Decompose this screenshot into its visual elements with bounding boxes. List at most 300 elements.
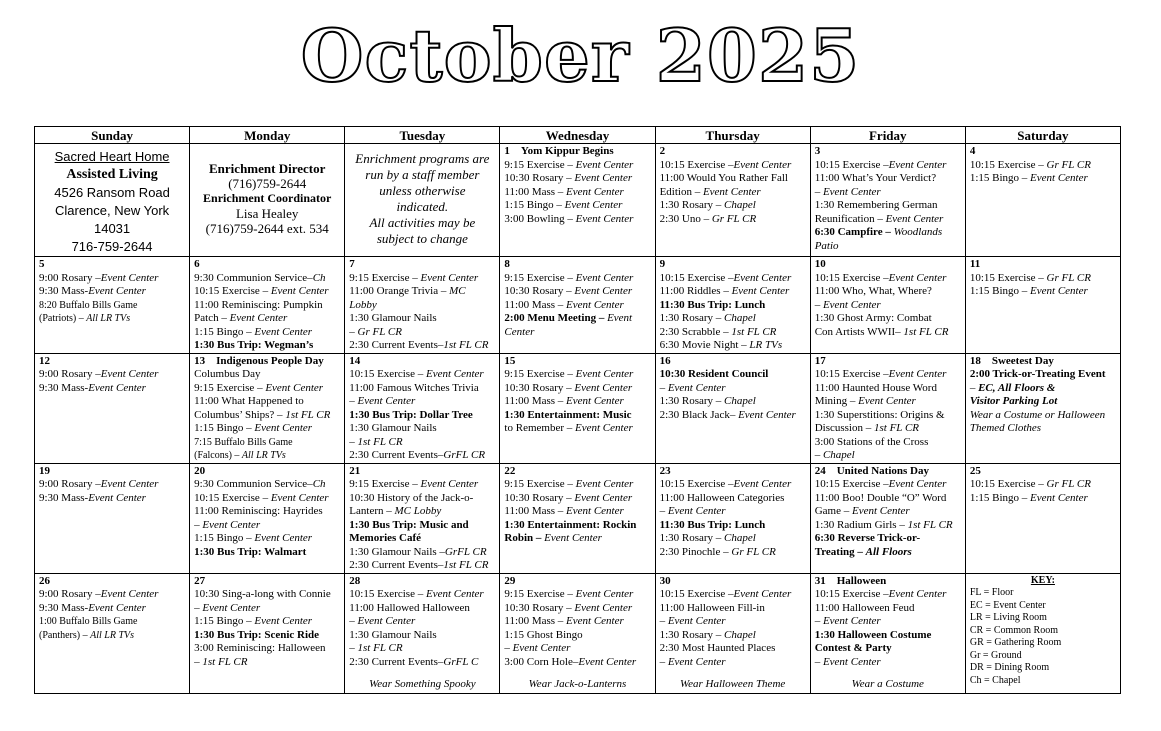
day-header — [815, 258, 961, 272]
legend-key-title: KEY: — [1030, 574, 1055, 586]
activity-line — [504, 213, 650, 227]
activity-line — [349, 312, 495, 326]
activity-location: Event Center — [100, 588, 159, 600]
day-cell-content — [660, 575, 806, 693]
activity-location: Event Center — [578, 655, 637, 668]
activity-location: Event Center — [733, 478, 792, 490]
activity-text: 9:30 Mass- — [39, 381, 89, 394]
activity-location: Event Center — [858, 395, 916, 407]
activity-line — [194, 326, 340, 340]
activity-text: 9:00 Rosary – — [39, 478, 101, 490]
activity-text: 11:00 Haunted House Word — [814, 381, 937, 394]
day-number: 14 — [349, 354, 361, 367]
activity-location: Event Center — [420, 271, 479, 284]
activity-line — [660, 285, 806, 299]
activity-text: 9:15 Exercise – — [349, 478, 421, 490]
activity-text: 6:30 Movie Night – — [659, 339, 750, 351]
day-cell — [190, 463, 345, 573]
activity-line — [194, 478, 340, 492]
day-header — [504, 145, 650, 159]
activity-line — [194, 629, 340, 643]
activity-text: 11:00 Mass – — [504, 505, 567, 517]
day-cell — [965, 257, 1120, 354]
activity-location: Gr FL CR — [1046, 158, 1091, 171]
dress-theme-note: Wear Something Spooky — [369, 678, 476, 690]
day-number: 12 — [39, 354, 50, 367]
day-cell — [965, 144, 1120, 257]
activity-line — [815, 656, 961, 670]
coordinator-phone: (716)759-2644 ext. 534 — [205, 221, 329, 236]
facility-zip: 14031 — [93, 221, 131, 236]
activity-text: 11:00 Halloween Categories — [659, 491, 785, 504]
activity-line — [504, 326, 650, 340]
day-header — [970, 355, 1116, 369]
day-header — [815, 465, 961, 479]
activity-line — [660, 382, 806, 396]
activity-text: 1:30 Bus Trip: Dollar Tree — [349, 408, 473, 421]
day-number: 27 — [194, 574, 206, 587]
activity-text: 2:30 Current Events– — [349, 339, 444, 351]
activity-location: Event Center — [738, 408, 796, 421]
activity-text: – — [814, 449, 823, 461]
notice-line: subject to change — [376, 231, 468, 246]
activity-line — [504, 382, 650, 396]
activity-text: – — [659, 615, 668, 627]
activity-location: Ch — [312, 478, 326, 490]
activity-text: (Panthers) – — [39, 629, 91, 641]
activity-location: GrFL CR — [444, 545, 487, 558]
activity-text: – — [814, 615, 823, 627]
day-cell — [655, 463, 810, 573]
day-number: 28 — [349, 574, 361, 587]
day-cell-content — [39, 258, 185, 353]
weekday-monday: Monday — [190, 127, 345, 144]
activity-line — [504, 478, 650, 492]
weekday-sunday: Sunday — [35, 127, 190, 144]
day-cell-content — [39, 465, 185, 573]
activity-line — [349, 449, 495, 463]
day-number: 23 — [659, 464, 671, 477]
activity-line — [815, 272, 961, 286]
activity-line — [194, 656, 340, 670]
day-header — [349, 465, 495, 479]
weekday-tuesday: Tuesday — [345, 127, 500, 144]
activity-text: 1:15 Ghost Bingo — [504, 628, 583, 641]
activity-location: 1st FL CR — [443, 559, 489, 571]
activity-text: 10:30 Rosary – — [504, 381, 575, 394]
activity-line — [815, 449, 961, 463]
activity-line — [349, 339, 495, 353]
activity-text: 3:00 Corn Hole– — [504, 655, 579, 668]
activity-text: 2:30 Current Events– — [349, 449, 444, 461]
activity-text: 1:30 Bus Trip: Scenic Ride — [194, 628, 320, 641]
activity-text: 10:15 Exercise – — [814, 588, 889, 600]
activity-location: Themed Clothes — [969, 422, 1042, 434]
activity-location: Event Center — [667, 505, 726, 517]
activity-text: 1:30 Glamour Nails — [349, 422, 437, 434]
activity-line — [815, 395, 961, 409]
activity-text: 1:30 Rosary – — [659, 395, 725, 407]
activity-text: 10:15 Exercise – — [659, 478, 734, 490]
activity-location: Event Center — [1030, 285, 1088, 297]
activity-location: Event Center — [888, 368, 947, 380]
activity-location: Event Center — [357, 615, 416, 627]
activity-line — [815, 615, 961, 629]
activity-line — [970, 285, 1116, 299]
activity-location: GrFL CR — [443, 449, 486, 461]
day-cell-content — [194, 575, 340, 693]
activity-line — [970, 478, 1116, 492]
activity-text: 6:30 Campfire – — [814, 226, 894, 238]
activity-line — [504, 272, 650, 286]
activity-location: Woodlands — [893, 226, 943, 238]
activity-line — [504, 602, 650, 616]
day-cell — [190, 257, 345, 354]
activity-line — [815, 186, 961, 200]
activity-location: Event Center — [733, 588, 792, 600]
activity-line — [194, 602, 340, 616]
activity-line — [39, 299, 185, 313]
day-header — [349, 575, 495, 589]
activity-text: 10:15 Exercise – — [814, 478, 889, 490]
day-number: 20 — [194, 464, 206, 477]
day-cell — [965, 463, 1120, 573]
activity-text: – — [659, 381, 668, 394]
activity-text: 1:15 Bingo – — [504, 199, 565, 211]
day-header — [349, 355, 495, 369]
activity-location: Event Center — [575, 422, 633, 434]
activity-text: 11:00 Who, What, Where? — [814, 285, 932, 297]
activity-line — [815, 629, 961, 643]
enrichment-contacts-cell — [190, 144, 345, 257]
day-header — [194, 465, 340, 479]
activity-text: 10:15 Exercise – — [969, 158, 1047, 171]
day-number: 3 — [814, 145, 821, 157]
day-cell — [345, 257, 500, 354]
day-number: 8 — [504, 258, 510, 270]
activity-line — [194, 615, 340, 629]
activity-location: Event Center — [566, 298, 624, 311]
activity-text: 9:15 Exercise – — [349, 271, 421, 284]
activity-line — [660, 272, 806, 286]
holiday-label: Indigenous People Day — [216, 354, 324, 367]
activity-line — [970, 382, 1116, 396]
activity-text: 11:00 Reminiscing: Hayrides — [194, 505, 323, 517]
activity-line — [349, 409, 495, 423]
activity-line — [970, 368, 1116, 382]
activity-location: 1st FL CR — [443, 339, 489, 351]
activity-text: Edition – — [659, 185, 703, 198]
activity-line — [660, 615, 806, 629]
day-cell — [190, 573, 345, 693]
activity-location: Event Center — [254, 532, 313, 544]
activity-text: 11:00 Halloween Fill-in — [659, 601, 765, 614]
week-row — [35, 573, 1121, 693]
activity-text: – — [969, 381, 979, 394]
activity-location: Event Center — [202, 518, 261, 531]
activity-text: 9:00 Rosary – — [39, 271, 101, 284]
day-cell — [810, 144, 965, 257]
day-cell-content — [504, 145, 650, 256]
day-header — [39, 355, 185, 369]
dress-theme-note: Wear Halloween Theme — [679, 678, 786, 690]
activity-text: 11:00 Hallowed Halloween — [349, 601, 470, 614]
activity-location: Event Center — [100, 271, 159, 284]
activity-text: – — [659, 655, 668, 668]
day-cell-content — [970, 355, 1116, 463]
activity-text: 11:00 Mass – — [504, 395, 567, 407]
activity-line — [815, 422, 961, 436]
activity-location: Chapel — [724, 532, 756, 544]
legend-key-cell — [965, 573, 1120, 693]
activity-line — [504, 656, 650, 670]
day-header — [660, 355, 806, 369]
activity-line — [39, 615, 185, 629]
activity-line — [660, 532, 806, 546]
day-header — [194, 575, 340, 589]
day-cell-content — [194, 465, 340, 573]
activity-location: Chapel — [724, 312, 756, 324]
activity-text: 11:00 Mass – — [504, 298, 567, 311]
activity-text: (Patriots) – — [39, 313, 87, 324]
activity-line — [349, 615, 495, 629]
activity-text: 2:30 Pinochle – — [659, 545, 732, 558]
facility-phone: 716-759-2644 — [71, 239, 153, 254]
activity-location: Event Center — [100, 368, 159, 380]
activity-text: 1:30 Superstitions: Origins & — [814, 408, 945, 421]
activity-line — [660, 159, 806, 173]
activity-text: (Falcons) – — [194, 450, 242, 461]
activity-line — [504, 199, 650, 213]
activity-text: – — [659, 505, 668, 517]
activity-text: 3:00 Reminiscing: Halloween — [194, 642, 326, 654]
activity-location: Event Center — [357, 395, 416, 407]
activity-text: 1:15 Bingo – — [194, 422, 255, 434]
weekday-thursday: Thursday — [655, 127, 810, 144]
activity-text: Game – — [814, 505, 852, 517]
activity-line — [660, 546, 806, 560]
activity-location: All LR TVs — [90, 629, 135, 641]
legend-key-item: GR = Gathering Room — [969, 637, 1062, 648]
activity-location: Event Center — [575, 368, 634, 380]
activity-location: Event Center — [254, 325, 313, 338]
activity-line — [970, 492, 1116, 506]
day-cell-content — [194, 258, 340, 353]
activity-text: 1:30 Glamour Nails — [349, 312, 437, 324]
activity-line — [349, 588, 495, 602]
activity-line — [504, 615, 650, 629]
day-cell-content — [970, 465, 1116, 573]
dress-theme-note: Wear Jack-o-Lanterns — [528, 678, 627, 690]
day-cell — [500, 257, 655, 354]
activity-text: 10:15 Exercise – — [659, 158, 734, 171]
activity-line — [39, 285, 185, 299]
activity-location: Event Center — [544, 532, 602, 544]
activity-text: Memories Café — [349, 532, 422, 544]
facility-info-cell — [35, 144, 190, 257]
activity-line — [660, 172, 806, 186]
activity-line — [815, 546, 961, 560]
activity-location: Chapel — [724, 628, 756, 641]
notice-line: Enrichment programs are — [355, 151, 490, 166]
activity-line — [349, 559, 495, 573]
activity-location: Event Center — [270, 285, 329, 297]
day-cell-content — [349, 258, 495, 353]
activity-line — [504, 588, 650, 602]
activity-line — [815, 368, 961, 382]
activity-location: Gr FL CR — [731, 545, 776, 558]
activity-text: 1:15 Bingo – — [969, 491, 1031, 504]
activity-text: 11:00 Mass – — [504, 615, 567, 627]
week-row — [35, 257, 1121, 354]
activity-line — [194, 449, 340, 463]
activity-line — [194, 382, 340, 396]
day-cell — [965, 353, 1120, 463]
activity-line — [504, 492, 650, 506]
activity-line — [815, 642, 961, 656]
activity-text: 11:30 Bus Trip: Lunch — [659, 518, 766, 531]
activity-line — [504, 186, 650, 200]
activity-location: 1st FL CR — [903, 325, 949, 338]
activity-line — [504, 299, 650, 313]
day-header — [504, 575, 650, 589]
activity-line — [815, 478, 961, 492]
activity-line — [194, 312, 340, 326]
activity-text: 9:30 Communion Service– — [194, 271, 313, 284]
notice-line: unless otherwise — [379, 183, 466, 198]
legend-key-item: LR = Living Room — [969, 612, 1047, 623]
activity-line — [660, 505, 806, 519]
activity-text: 1:30 Halloween Costume — [814, 628, 932, 641]
activity-text: Robin – — [504, 532, 545, 544]
activity-text: 10:30 Resident Council — [659, 368, 769, 380]
activity-line — [194, 299, 340, 313]
activity-text: 1:30 Rosary – — [659, 628, 725, 641]
activity-line — [39, 272, 185, 286]
activity-text: 9:30 Mass- — [39, 285, 89, 297]
activity-line — [970, 409, 1116, 423]
day-cell — [655, 144, 810, 257]
activity-text: 2:00 Menu Meeting – — [504, 312, 608, 324]
activity-line — [349, 656, 495, 670]
activity-line — [194, 422, 340, 436]
day-header — [970, 145, 1116, 159]
calendar-title: October 2025 — [300, 13, 861, 98]
day-cell-content — [39, 355, 185, 463]
day-cell — [655, 353, 810, 463]
activity-line — [504, 368, 650, 382]
activity-line — [349, 326, 495, 340]
day-header — [660, 258, 806, 272]
activity-location: Event Center — [574, 601, 633, 614]
day-number: 15 — [504, 354, 516, 367]
activity-line — [194, 436, 340, 450]
activity-location: Event Center — [229, 312, 288, 324]
activity-location: Chapel — [724, 395, 756, 407]
activity-text: 2:30 Most Haunted Places — [659, 642, 776, 654]
activity-text: – — [194, 655, 203, 668]
activity-line — [815, 326, 961, 340]
holiday-label: Halloween — [836, 574, 887, 587]
weekday-wednesday: Wednesday — [500, 127, 655, 144]
day-cell-content — [349, 575, 495, 693]
activity-location: Event Center — [885, 212, 944, 225]
activity-location: Event Center — [667, 655, 726, 668]
activity-line — [504, 422, 650, 436]
activity-location: Gr FL CR — [711, 212, 757, 225]
activity-line — [660, 629, 806, 643]
activity-location: Event Center — [202, 601, 261, 614]
activity-line — [660, 368, 806, 382]
activity-line — [970, 159, 1116, 173]
day-cell-content — [815, 258, 961, 353]
activity-text: 11:00 Mass – — [504, 185, 567, 198]
day-number: 5 — [39, 258, 45, 270]
activity-line — [660, 326, 806, 340]
activity-text: 10:15 Exercise – — [349, 588, 426, 600]
day-header — [660, 465, 806, 479]
day-cell-content — [970, 258, 1116, 353]
activity-text: 11:00 What Happened to — [194, 395, 304, 407]
day-number: 24 — [814, 464, 826, 477]
activity-location: MC — [449, 285, 466, 297]
activity-line — [349, 629, 495, 643]
activity-location: 1st FL CR — [202, 655, 248, 668]
activity-location: Lobby — [349, 298, 377, 311]
activity-line — [194, 642, 340, 656]
activity-text: – — [349, 615, 358, 627]
activity-text: 10:15 Exercise – — [969, 271, 1047, 284]
activity-text: – — [194, 601, 203, 614]
activity-line — [815, 519, 961, 533]
activity-text: 10:15 Exercise – — [194, 491, 271, 504]
activity-text: 1:30 Glamour Nails – — [349, 545, 445, 558]
activity-text: 10:30 Rosary – — [504, 172, 575, 184]
activity-line — [39, 492, 185, 506]
activity-location: Event Center — [733, 158, 792, 171]
day-cell — [810, 463, 965, 573]
activity-text: – — [814, 655, 823, 668]
activity-line — [815, 299, 961, 313]
activity-line — [504, 642, 650, 656]
activity-text: Lantern – — [349, 505, 395, 517]
legend-key-item: Gr = Ground — [969, 649, 1022, 661]
activity-text: 9:15 Exercise – — [504, 588, 576, 600]
day-cell-content — [194, 355, 340, 463]
activity-text: 9:15 Exercise – — [504, 158, 576, 171]
activity-location: Gr FL CR — [357, 325, 402, 338]
day-cell-content — [815, 145, 961, 256]
activity-location: Event Center — [574, 381, 633, 394]
activity-location: Event Center — [425, 588, 484, 600]
activity-location: Event Center — [574, 172, 633, 184]
activity-text: 3:00 Stations of the Cross — [814, 435, 929, 448]
activity-line — [970, 172, 1116, 186]
weekday-header-row — [35, 127, 1121, 144]
activity-location: All Floors — [865, 545, 912, 558]
activity-text: – — [349, 395, 358, 407]
activity-line — [194, 339, 340, 353]
activity-text: 1:30 Bus Trip: Music and — [349, 518, 469, 531]
activity-line — [660, 186, 806, 200]
day-number: 26 — [39, 574, 50, 587]
activity-line — [349, 478, 495, 492]
day-number: 30 — [659, 574, 671, 587]
day-cell-content — [349, 355, 495, 463]
activity-line — [660, 602, 806, 616]
activity-line — [39, 382, 185, 396]
activity-line — [349, 285, 495, 299]
